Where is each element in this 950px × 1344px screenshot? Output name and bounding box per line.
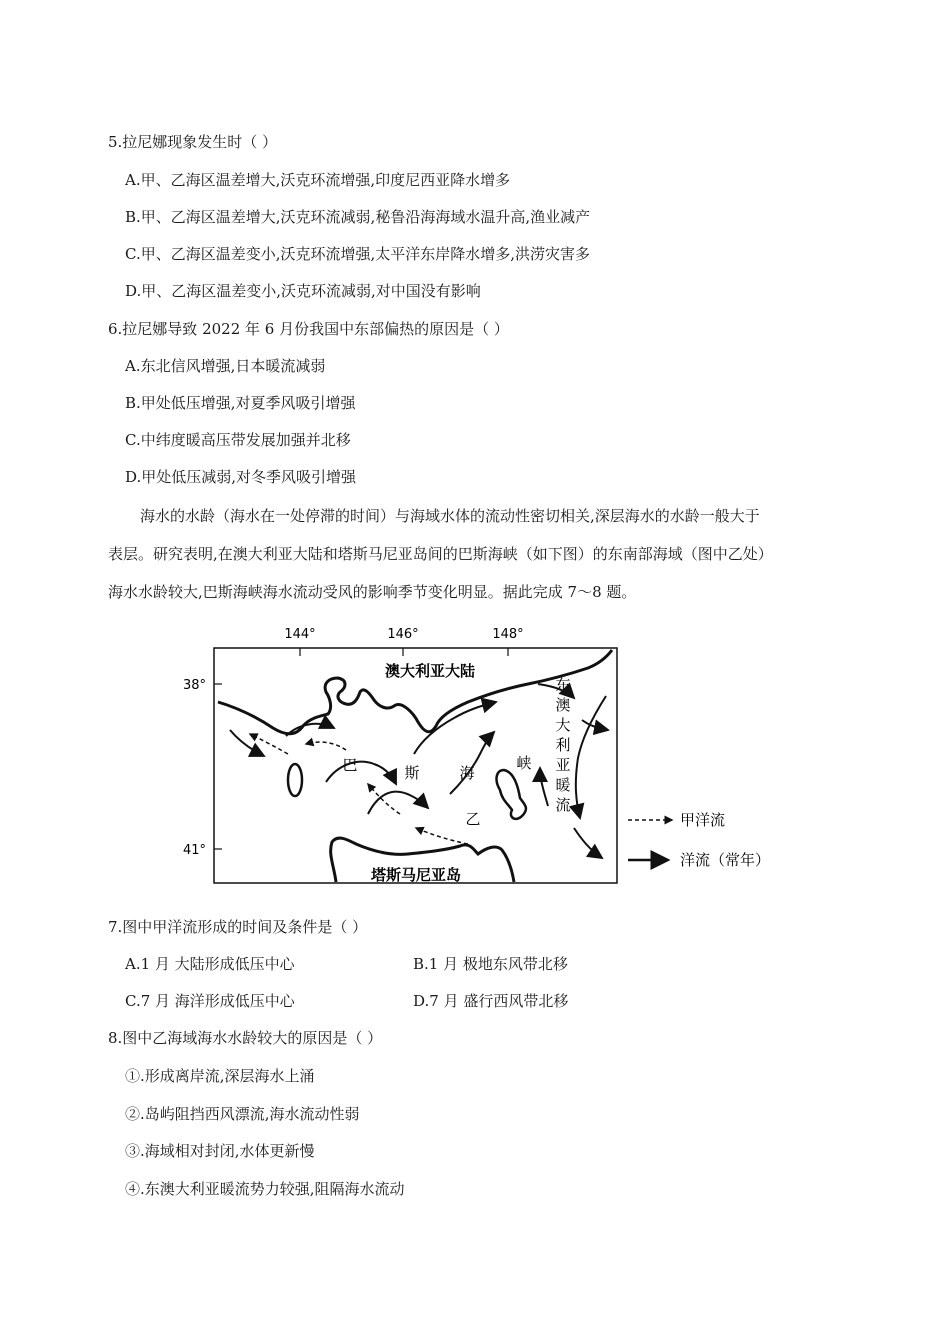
q7-stem: 7.图中甲洋流形成的时间及条件是（ ） [108,918,368,936]
q7-option-a: A.1 月 大陆形成低压中心 [125,955,295,973]
q6-option-a: A.东北信风增强,日本暖流减弱 [125,357,326,375]
strait-char-xia: 峡 [516,754,532,772]
q5-option-c: C.甲、乙海区温差变小,沃克环流增强,太平洋东岸降水增多,洪涝灾害多 [125,245,591,263]
q5-option-d: D.甲、乙海区温差变小,沃克环流减弱,对中国没有影响 [125,282,481,300]
jia-current-arrow-2 [306,742,346,750]
strait-char-si: 斯 [404,764,420,782]
q8-option-3: ③.海域相对封闭,水体更新慢 [125,1142,315,1160]
legend-solid-label: 洋流（常年） [680,851,771,869]
svg-text:澳: 澳 [555,696,571,714]
mainland-label: 澳大利亚大陆 [384,662,476,680]
strait-char-hai: 海 [459,764,475,782]
lon-label-146: 146° [387,627,419,642]
q8-stem: 8.图中乙海域海水水龄较大的原因是（ ） [108,1029,383,1047]
lon-label-144: 144° [284,627,316,642]
bass-strait-map [178,618,778,894]
current-arrow-1 [230,730,264,756]
lon-label-148: 148° [492,627,524,642]
passage-line-1: 海水的水龄（海水在一处停滞的时间）与海域水体的流动性密切相关,深层海水的水龄一般大于 [140,507,760,525]
lat-label-41: 41° [182,843,206,858]
current-arrow-10 [576,696,606,818]
passage-line-2: 表层。研究表明,在澳大利亚大陆和塔斯马尼亚岛间的巴斯海峡（如下图）的东南部海域（图中乙处） [108,545,773,563]
king-island [288,764,302,796]
q6-stem: 6.拉尼娜导致 2022 年 6 月份我国中东部偏热的原因是（ ） [108,320,509,338]
q8-option-1: ①.形成离岸流,深层海水上涌 [125,1067,315,1085]
yi-label: 乙 [465,810,481,828]
q7-option-c: C.7 月 海洋形成低压中心 [125,992,295,1010]
q7-option-b: B.1 月 极地东风带北移 [413,955,568,973]
q6-option-b: B.甲处低压增强,对夏季风吸引增强 [125,394,356,412]
tasmania-label: 塔斯马尼亚岛 [370,866,462,884]
q5-stem: 5.拉尼娜现象发生时（ ） [108,133,278,151]
passage-line-3: 海水水龄较大,巴斯海峡海水流动受风的影响季节变化明显。据此完成 7～8 题。 [108,583,637,601]
current-arrow-9 [582,720,608,730]
east-australian-current-label [555,676,570,814]
flinders-island [497,770,526,819]
svg-text:东: 东 [555,676,571,694]
q7-option-d: D.7 月 盛行西风带北移 [413,992,569,1010]
current-arrow-6 [450,732,494,794]
jia-current-arrow-4 [416,828,468,844]
current-arrow-3 [326,762,396,784]
svg-text:大: 大 [555,716,571,734]
q5-option-a: A.甲、乙海区温差增大,沃克环流增强,印度尼西亚降水增多 [125,171,511,189]
current-arrow-7 [540,768,548,806]
q6-option-c: C.中纬度暖高压带发展加强并北移 [125,431,351,449]
svg-text:利: 利 [555,736,571,754]
q5-option-b: B.甲、乙海区温差增大,沃克环流减弱,秘鲁沿海海域水温升高,渔业减产 [125,208,591,226]
svg-text:亚: 亚 [555,756,571,774]
strait-char-ba: 巴 [342,756,358,774]
q6-option-d: D.甲处低压减弱,对冬季风吸引增强 [125,468,357,486]
svg-text:暖: 暖 [555,776,571,794]
jia-current-arrow-3 [368,784,400,814]
current-arrow-11 [574,828,602,858]
q8-option-4: ④.东澳大利亚暖流势力较强,阻隔海水流动 [125,1180,405,1198]
legend-dashed-label: 甲洋流 [680,811,726,829]
svg-text:流: 流 [555,796,571,814]
q8-option-2: ②.岛屿阻挡西风漂流,海水流动性弱 [125,1105,360,1123]
lat-label-38: 38° [182,678,206,693]
